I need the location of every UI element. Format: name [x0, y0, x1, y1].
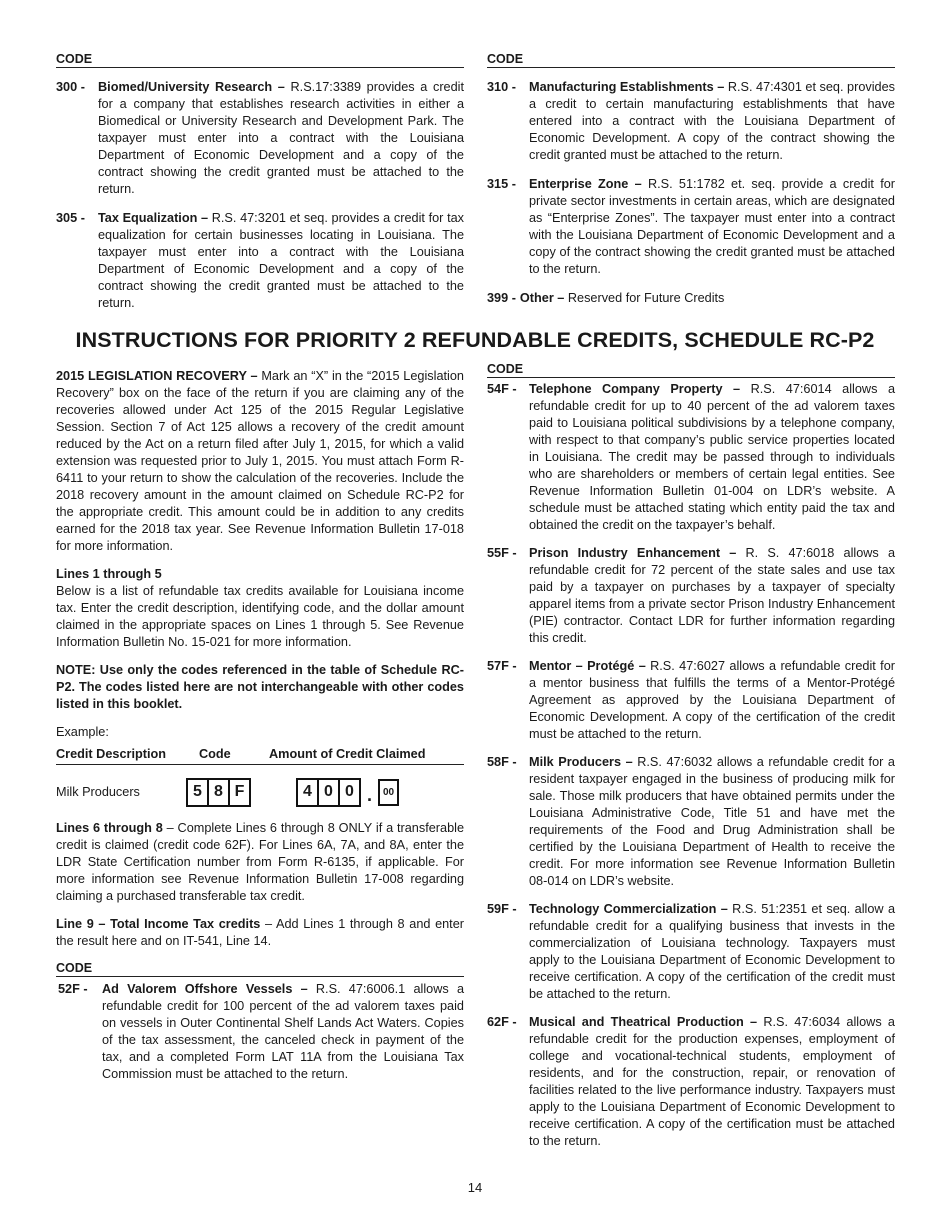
credit-title: Other – [519, 291, 565, 305]
example-code-boxes [186, 778, 296, 807]
page-number: 14 [467, 1180, 483, 1195]
credit-entry-310 [487, 79, 895, 164]
credit-code: 55F - [487, 546, 517, 560]
credit-text: R.S. 47:6027 allows a refundable credit for a mentor business that fulfills the terms of a Mentor-Protégé Agreement as approved by the Louisiana Department of Economic Development. A copy of the certification of the credit must be attached to the return. [529, 659, 895, 741]
example-header-row [56, 746, 464, 765]
credit-text: R. S. 47:6018 allows a refundable credit for 72 percent of the state sales and use tax paid by a taxpayer on purchases by a taxpayer of specialty apparel items from a private sector Prison Industry Enhancement (PIE) contractor. Contact LDR for further information regarding this credit. [529, 546, 895, 645]
legislation-title: 2015 LEGISLATION RECOVERY – [56, 369, 258, 383]
credit-text: R.S. 51:2351 et seq. allow a refundable credit for a qualifying business that invests in the commercialization of Louisiana technology. Taxpayers must apply to the Louisiana Department of Economic Development to receive certification. A copy of the certification of the credit must be attached to the return. [529, 902, 896, 1001]
lines-1-5-text: Below is a list of refundable tax credits available for Louisiana income tax. Enter the credit description, identifying code, and the dollar amount claimed in the appropriate spaces on Lines 1 through 5. See Revenue Information Bulletin No. 15-021 for more information. [56, 584, 464, 649]
credit-code: 54F - [487, 382, 517, 396]
amount-char-box: 0 [338, 778, 361, 807]
credit-text: R.S. 47:3201 et seq. provides a credit for tax equalization for certain businesses locating in Louisiana. The taxpayer must enter into a contract with the Louisiana Department of Economic Development and a copy of the contract showing the credit granted must be attached to the return. [98, 211, 464, 310]
credit-text: R.S. 47:6014 allows a refundable credit for up to 40 percent of the ad valorem taxes paid to Louisiana political subdivisions by a telephone company, with respect to that company’s public service properties located in Louisiana. The credit may be passed through to individuals who are shareholders or members of certain legal entities. See Revenue Information Bulletin 01-004 on LDR’s website. A schedule must be attached stating which entity paid the tax and obtained the credit on the taxpayer’s behalf. [529, 382, 895, 532]
example-amount-boxes [296, 778, 397, 807]
credit-text: R.S. 51:1782 et. seq. provide a credit for private sector investments in certain areas, which are designated as “Enterprise Zones”. The taxpayer must enter into a contract with the Louisiana Department of Economic Development and a copy of the contract showing the credit granted must be attached to the return. [529, 177, 895, 276]
code-header: CODE [487, 52, 895, 68]
code-char-box: 8 [207, 778, 230, 807]
legislation-recovery-paragraph [56, 368, 464, 555]
decimal-point: . [367, 784, 373, 805]
credit-code: 310 - [487, 80, 516, 94]
lines-6-8-text: – Complete Lines 6 through 8 ONLY if a transferable credit is claimed (credit code 62F). For Lines 6A, 7A, and 8A, enter the LDR State Certification number from Form R-6135, if applicable. For more information see Revenue Information Bulletin 17-008 regarding claiming a purchased transferable tax credit. [56, 821, 465, 903]
credit-code: 300 - [56, 80, 85, 94]
credit-code: 59F - [487, 902, 517, 916]
left-column [56, 368, 464, 1083]
credit-title: Technology Commercialization – [529, 902, 728, 916]
credit-code: 399 - [487, 291, 516, 305]
example-desc: Milk Producers [56, 785, 140, 799]
code-header: CODE [487, 362, 895, 378]
credit-text: R.S.17:3389 provides a credit for a company that establishes research activities in either a Biomedical or University Research and Development Park. The taxpayer must enter into a contract with the Louisiana Department of Economic Development and a copy of the contract showing the credit granted must be attached to the return. [98, 80, 464, 196]
credit-entry-300 [56, 79, 464, 198]
credit-title: Biomed/University Research – [98, 80, 285, 94]
credit-entry-55F [487, 545, 895, 647]
lines-6-8-paragraph [56, 820, 464, 905]
credit-entry-315 [487, 176, 895, 278]
example-row [56, 776, 464, 808]
line-9-title: Line 9 – Total Income Tax credits [56, 917, 261, 931]
cents-box: 00 [378, 779, 399, 806]
credit-entry-58F [487, 754, 895, 890]
amount-char-box: 0 [317, 778, 340, 807]
credit-title: Musical and Theatrical Production – [529, 1015, 758, 1029]
credit-entry-52F [56, 981, 464, 1083]
credit-title: Manufacturing Establishments – [529, 80, 725, 94]
example-header-desc: Credit Description [56, 747, 166, 761]
credit-title: Tax Equalization – [98, 211, 209, 225]
credit-code: 62F - [487, 1015, 517, 1029]
credit-text: R.S. 47:6006.1 allows a refundable credit for 100 percent of the ad valorem taxes paid on vessels in Outer Continental Shelf Lands Act Waters. Copies of the tax assessment, the canceled check in payment of the tax, and a completed Form LAT 11A from the Louisiana Tax Commission must be attached to the return. [102, 982, 464, 1081]
credit-entry-305 [56, 210, 464, 312]
code-header: CODE [56, 961, 464, 977]
credit-title: Milk Producers – [529, 755, 633, 769]
note-paragraph: NOTE: Use only the codes referenced in the table of Schedule RC-P2. The codes listed here are not interchangeable with other codes listed in this booklet. [56, 663, 464, 711]
credit-text: Reserved for Future Credits [564, 291, 725, 305]
credit-title: Telephone Company Property – [529, 382, 741, 396]
credit-code: 52F - [58, 982, 88, 996]
lines-6-8-title: Lines 6 through 8 [56, 821, 163, 835]
credit-entry-399 [487, 290, 895, 307]
credit-code: 58F - [487, 755, 517, 769]
example-header-amount: Amount of Credit Claimed [269, 747, 426, 761]
credit-code: 315 - [487, 177, 516, 191]
credit-title: Mentor – Protégé – [529, 659, 646, 673]
credit-entry-54F [487, 381, 895, 534]
credit-entry-59F [487, 901, 895, 1003]
credit-entry-62F [487, 1014, 895, 1150]
top-left-column [56, 52, 464, 312]
credit-code: 305 - [56, 211, 85, 225]
example-header-code: Code [199, 747, 231, 761]
amount-char-box: 4 [296, 778, 319, 807]
legislation-text: Mark an “X” in the “2015 Legislation Recovery” box on the face of the return if you are claiming any of the recoveries allowed under Act 125 of the 2015 Regular Legislative Session. Section 7 of Act 125 allows a recovery of the credit amount reduced by the Act on a return filed after July 1, 2015, for which a valid extension was requested prior to July 1, 2015. You must attach Form R-6411 to your return to show the calculation of the recoveries. Include the 2018 recovery amount in the amount claimed on Schedule RC-P2 for the appropriate credit. This amount could be in addition to any credits earned for the 2018 tax year. See Revenue Information Bulletin 17-018 for more information. [56, 369, 464, 553]
right-column [487, 362, 895, 1150]
credit-entry-57F [487, 658, 895, 743]
credit-title: Prison Industry Enhancement – [529, 546, 737, 560]
code-char-box: 5 [186, 778, 209, 807]
credit-text: R.S. 47:6034 allows a refundable credit for the production expenses, employment of college and vocational-technical students, employment of residents, and for the construction, repair, or renovation of facilities related to the live performance industry. Taxpayers must apply to the Louisiana Department of Economic Development to receive certification. A copy of the certification must be attached to the return. [529, 1015, 895, 1148]
example-label: Example: [56, 725, 109, 739]
credit-text: R.S. 47:4301 et seq. provides a credit to certain manufacturing establishments that have entered into a contract with the Louisiana Department of Economic Development. A copy of the contract showing the credit granted must be attached to the return. [529, 80, 895, 162]
top-right-column [487, 52, 895, 307]
credit-text: R.S. 47:6032 allows a refundable credit for a resident taxpayer engaged in the business of producing milk for sale. Those milk producers that have obtained permits under the Louisiana Administrative Code, Title 51 and have met the requirements of the Food and Drug Administration shall be certified by the Louisiana Department of Health to receive the credit. For more information see Revenue Information Bulletin 08-014 on LDR’s website. [529, 755, 895, 888]
section-heading: INSTRUCTIONS FOR PRIORITY 2 REFUNDABLE CREDITS, SCHEDULE RC-P2 [75, 328, 875, 352]
line-9-paragraph [56, 916, 464, 950]
credit-title: Enterprise Zone – [529, 177, 642, 191]
code-header: CODE [56, 52, 464, 68]
credit-code: 57F - [487, 659, 517, 673]
code-char-box: F [228, 778, 251, 807]
line-9-text: – Add Lines 1 through 8 and enter the result here and on IT-541, Line 14. [56, 917, 464, 948]
lines-1-5-title: Lines 1 through 5 [56, 567, 162, 581]
credit-title: Ad Valorem Offshore Vessels – [102, 982, 308, 996]
